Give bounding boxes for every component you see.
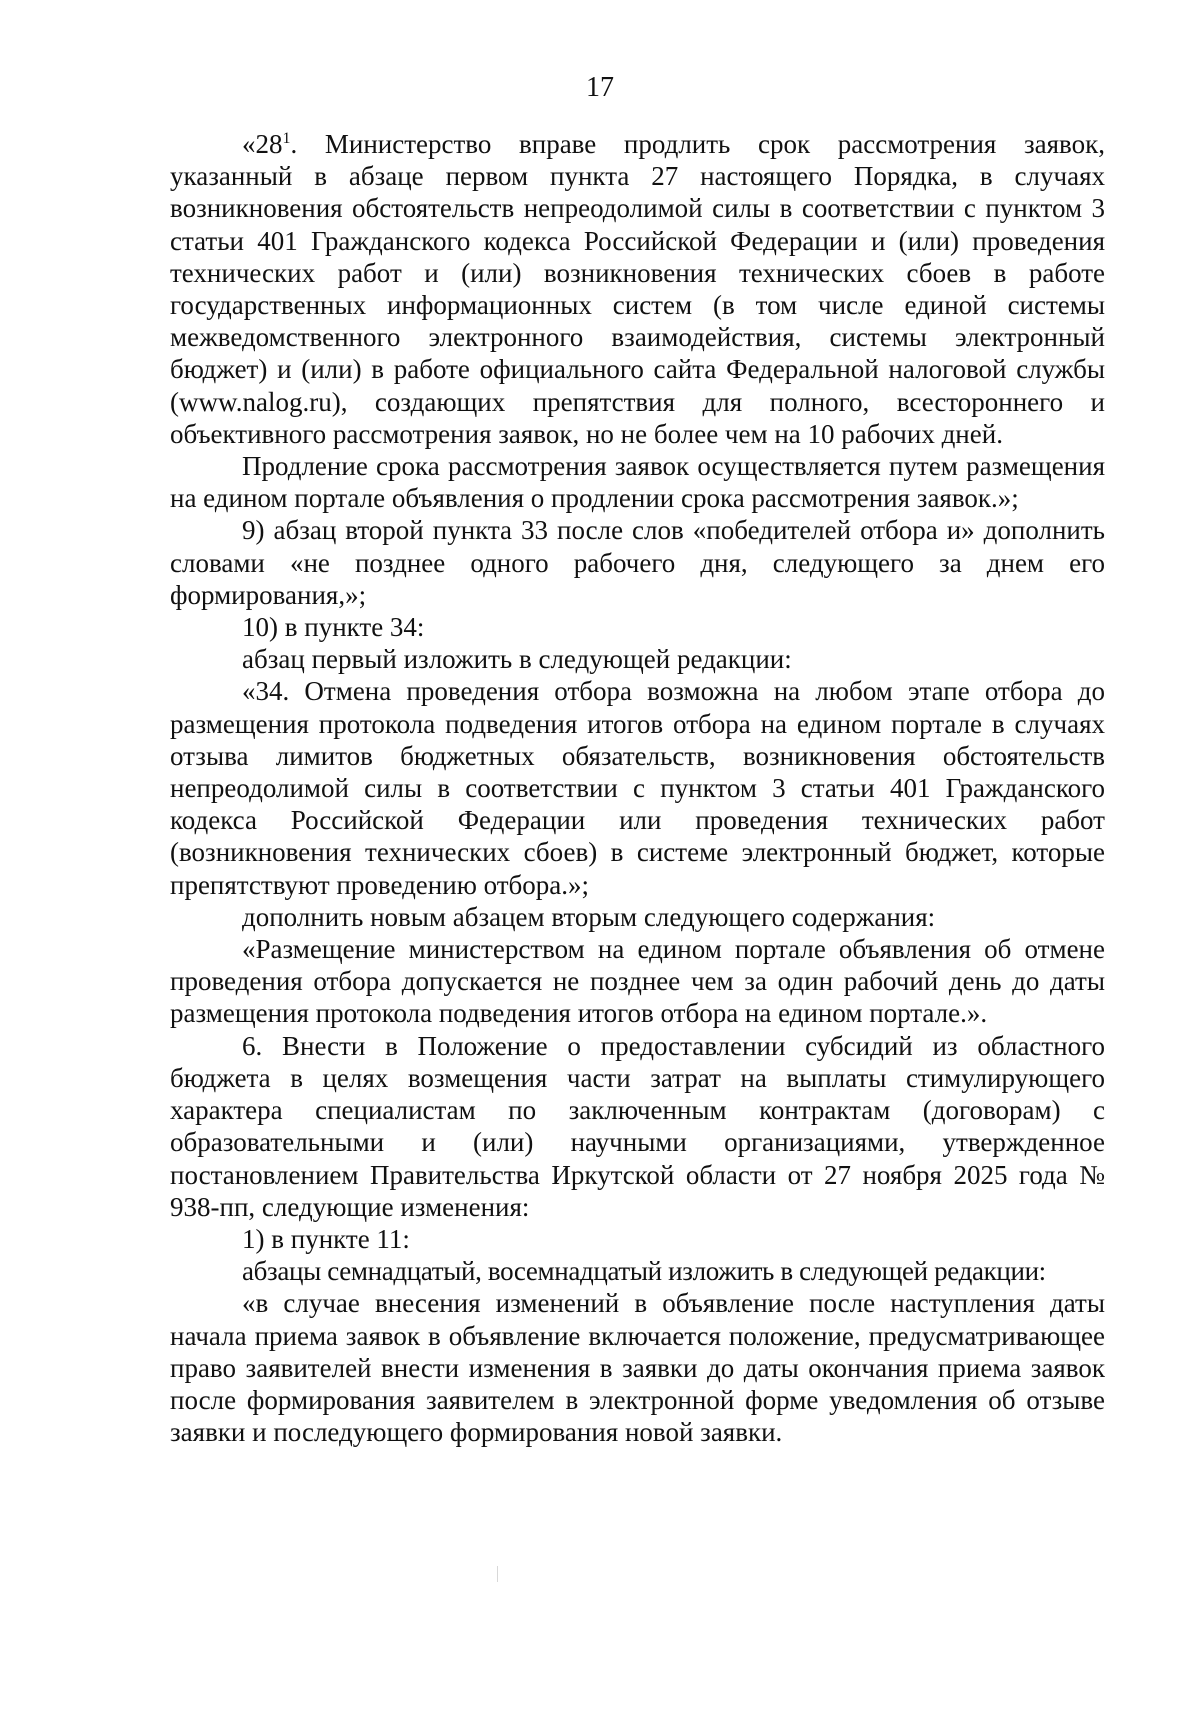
page-number: 17 <box>586 72 614 103</box>
item-text: . Министерство вправе продлить срок рассмотрения заявок, указанный в абзаце первом пункта 27 настоящего Порядка, в случаях возникновения обстоятельств непреодолимой силы в соответствии с пунктом 3 статьи 401 Гражданского кодекса Российской Федерации и (или) проведения технических работ и (или) возникновения технических сбоев в работе государственных информационных систем (в том числе единой системы межведомственного электронного взаимодействия, системы электронный бюджет) и (или) в работе официального сайта Федеральной налоговой службы (www.nalog.ru), создающих препятствия для полного, всестороннего и объективного рассмотрения заявок, но не более чем на 10 рабочих дней. <box>170 129 1105 449</box>
paragraph-cancellation-notice: «Размещение министерством на едином портале объявления об отмене проведения отбора допускается не позднее чем за один рабочий день до даты размещения протокола подведения итогов отбора на едином портале.». <box>170 934 1105 1029</box>
scan-mark <box>497 1566 498 1582</box>
document-body <box>170 128 1105 1448</box>
paragraph-amendment-9: 9) абзац второй пункта 33 после слов «победителей отбора и» дополнить словами «не позднее одного рабочего дня, следующего за днем его формирования,»; <box>170 515 1105 610</box>
paragraph-section-6: 6. Внести в Положение о предоставлении субсидий из областного бюджета в целях возмещения части затрат на выплаты стимулирующего характера специалистам по заключенным контрактам (договорам) с образовательными и (или) научными организациями, утвержденное постановлением Правительства Иркутской области от 27 ноября 2025 года № 938-пп, следующие изменения: <box>170 1030 1105 1222</box>
superscript-index: 1 <box>282 130 291 147</box>
paragraph-item-34: «34. Отмена проведения отбора возможна на любом этапе отбора до размещения протокола подведения итогов отбора на едином портале в случаях отзыва лимитов бюджетных обязательств, возникновения обстоятельств непреодолимой силы в соответствии с пунктом 3 статьи 401 Гражданского кодекса Российской Федерации или проведения технических работ (возникновения технических сбоев) в системе электронный бюджет, которые препятствуют проведению отбора.»; <box>170 676 1105 900</box>
paragraph-second-abzac-instruction: дополнить новым абзацем вторым следующего содержания: <box>242 901 936 932</box>
paragraph-extension-procedure: Продление срока рассмотрения заявок осуществляется путем размещения на едином портале объявления о продлении срока рассмотрения заявок.»; <box>170 451 1105 514</box>
paragraph-abzacs-instruction: абзацы семнадцатый, восемнадцатый изложить в следующей редакции: <box>242 1256 1046 1287</box>
paragraph-item-28-1 <box>170 128 1105 450</box>
paragraph-first-abzac-instruction: абзац первый изложить в следующей редакции: <box>242 644 792 675</box>
item-number-prefix: «28 <box>242 129 283 159</box>
paragraph-application-changes: «в случае внесения изменений в объявление после наступления даты начала приема заявок в объявление включается положение, предусматривающее право заявителей внести изменения в заявки до даты окончания приема заявок после формирования заявителем в электронной форме уведомления об отзыве заявки и последующего формирования новой заявки. <box>170 1288 1105 1448</box>
paragraph-item-11: 1) в пункте 11: <box>242 1223 410 1254</box>
paragraph-amendment-10: 10) в пункте 34: <box>242 612 425 643</box>
